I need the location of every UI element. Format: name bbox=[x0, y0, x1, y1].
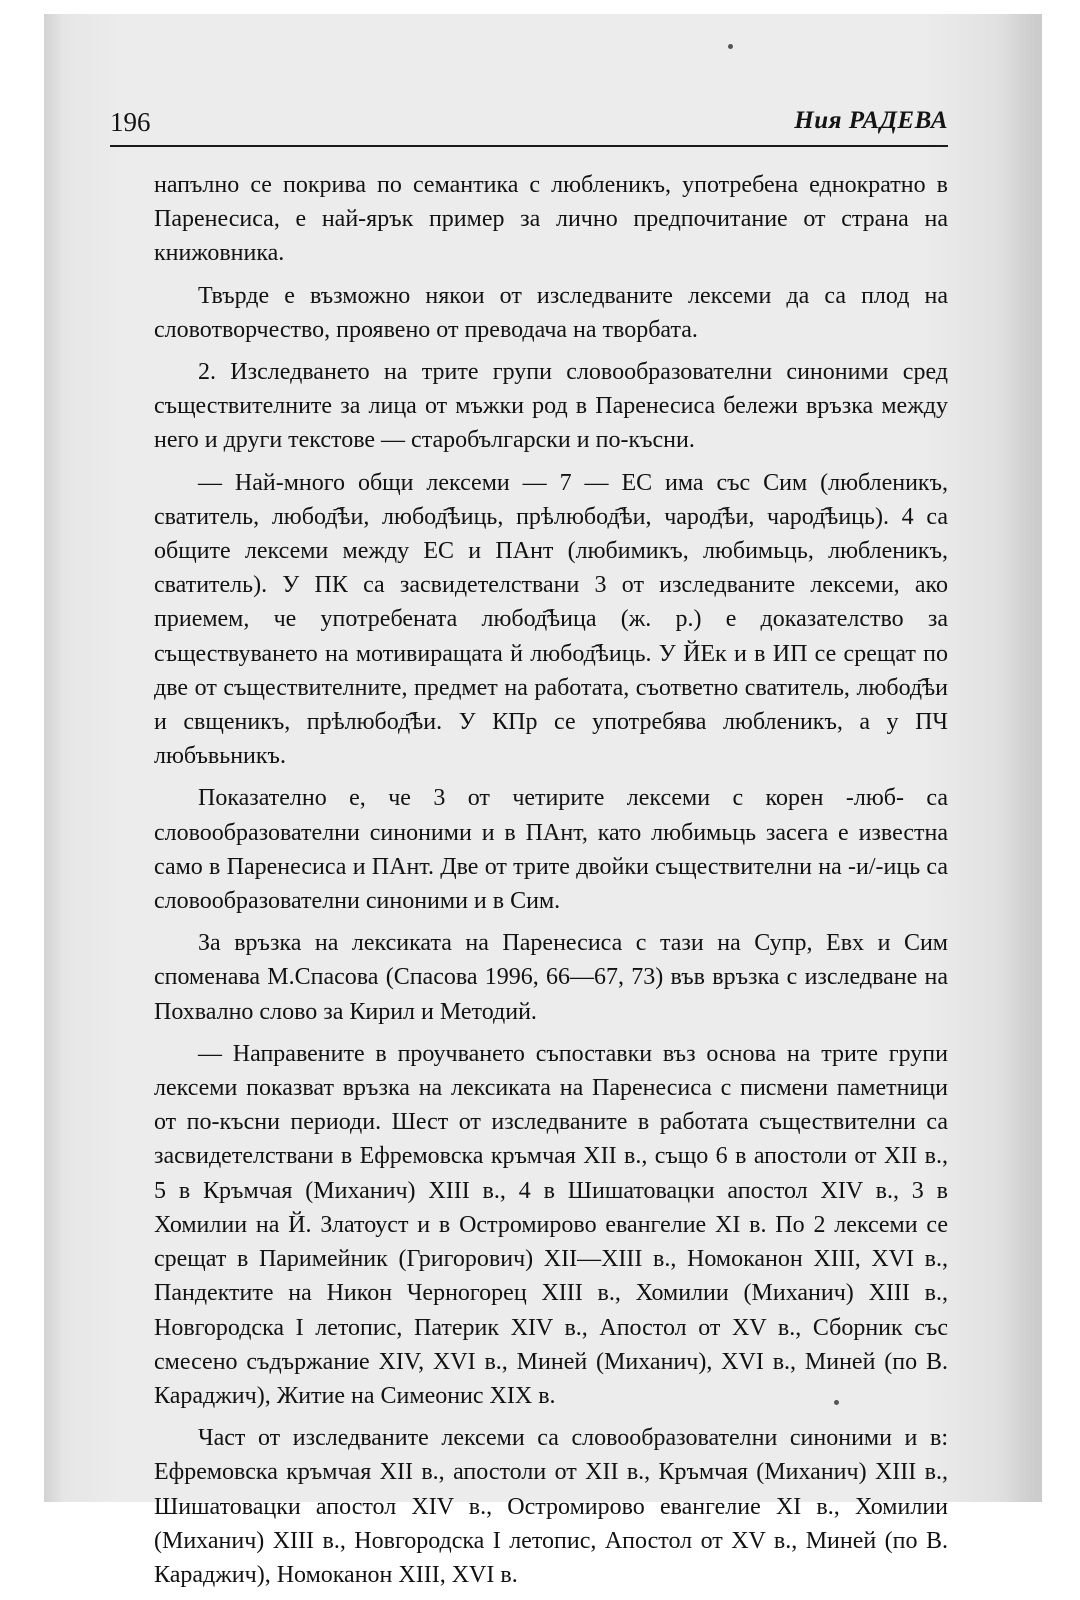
paragraph-3: 2. Изследването на трите групи словообразователни синоними сред съществителните за лица от мъжки род в Паренесиса бележи връзка между него и други текстове — старобългарски и по-късни. bbox=[154, 359, 948, 454]
page-header bbox=[110, 101, 948, 147]
page-edge-shadow bbox=[1006, 14, 1042, 1502]
speck bbox=[728, 44, 733, 49]
paragraph-4: — Най-много общи лексеми — 7 — ЕС има със Сим (любленикъ, сватитель, любод҄ѣи, любод҄ѣиць, прѣлюбод҄ѣи, чарод҄ѣи, чарод҄ѣиць). 4 са общите лексеми между ЕС и ПАнт (любимикъ, любимьць, любленикъ, сватитель). У ПК са засвидетелствани 3 от изследваните лексеми, ако приемем, че употребената любод҄ѣица (ж. р.) е доказателство за съществуването на мотивиращата й любод҄ѣиць. У ЙЕк и в ИП се срещат по две от съществителните, предмет на работата, съответно сватитель, любод҄ѣи и свщеникъ, прѣлюбод҄ѣи. У КПр се употребява любленикъ, а у ПЧ любъвьникъ. bbox=[154, 469, 948, 770]
paragraph-1: напълно се покрива по семантика с любленикъ, употребена еднократно в Паренесиса, е най-ярък пример за лично предпочитание от страна на книжовника. bbox=[154, 172, 948, 267]
paragraph-7: — Направените в проучването съпоставки въз основа на трите групи лексеми показват връзка на лексиката на Паренесиса с писмени паметници от по-късни периоди. Шест от изследваните в работата съществителни са засвидетелствани в Ефремовска кръмчая XII в., също 6 в апостоли от XII в., 5 в Кръмчая (Миханич) XIII в., 4 в Шишатовацки апостол XIV в., 3 в Хомилии на Й. Златоуст и в Остромирово евангелие XI в. По 2 лексеми се срещат в Паримейник (Григорович) XII—XIII в., Номоканон XIII, XVI в., Пандектите на Никон Черногорец XIII в., Хомилии (Миханич) XIII в., Новгородска I летопис, Патерик XIV в., Апостол от XV в., Сборник със смесено съдържание XIV, XVI в., Миней (Миханич), XVI в., Миней (по В. Караджич), Житие на Симеонис XIX в. bbox=[154, 1040, 948, 1409]
running-head-author: Ния РАДЕВА bbox=[794, 107, 948, 134]
paragraph-2: Твърде е възможно някои от изследваните лексеми да са плод на словотворчество, проявено от преводача на творбата. bbox=[154, 282, 948, 343]
paragraph-8: Част от изследваните лексеми са словообразователни синоними и в: Ефремовска кръмчая XII в., апостоли от XII в., Кръмчая (Миханич) XIII в., Шишатовацки апостол XIV в., Остромирово евангелие XI в., Хомилии (Миханич) XIII в., Новгородска I летопис, Апостол от XV в., Миней (по В. Караджич), Номоканон XIII, XVI в. bbox=[154, 1425, 948, 1588]
page-number: 196 bbox=[110, 107, 151, 137]
paragraph-6: За връзка на лексиката на Паренесиса с тази на Супр, Евх и Сим споменава М.Спасова (Спасова 1996, 66—67, 73) във връзка с изследване на Похвално слово за Кирил и Методий. bbox=[154, 930, 948, 1025]
paragraph-5: Показателно е, че 3 от четирите лексеми с корен -люб- са словообразователни синоними и в ПАнт, като любимьць засега е известна само в Паренесиса и ПАнт. Две от трите двойки съществителни на -и/-иць са словообразователни синоними и в Сим. bbox=[154, 785, 948, 915]
body-text bbox=[154, 168, 948, 1600]
